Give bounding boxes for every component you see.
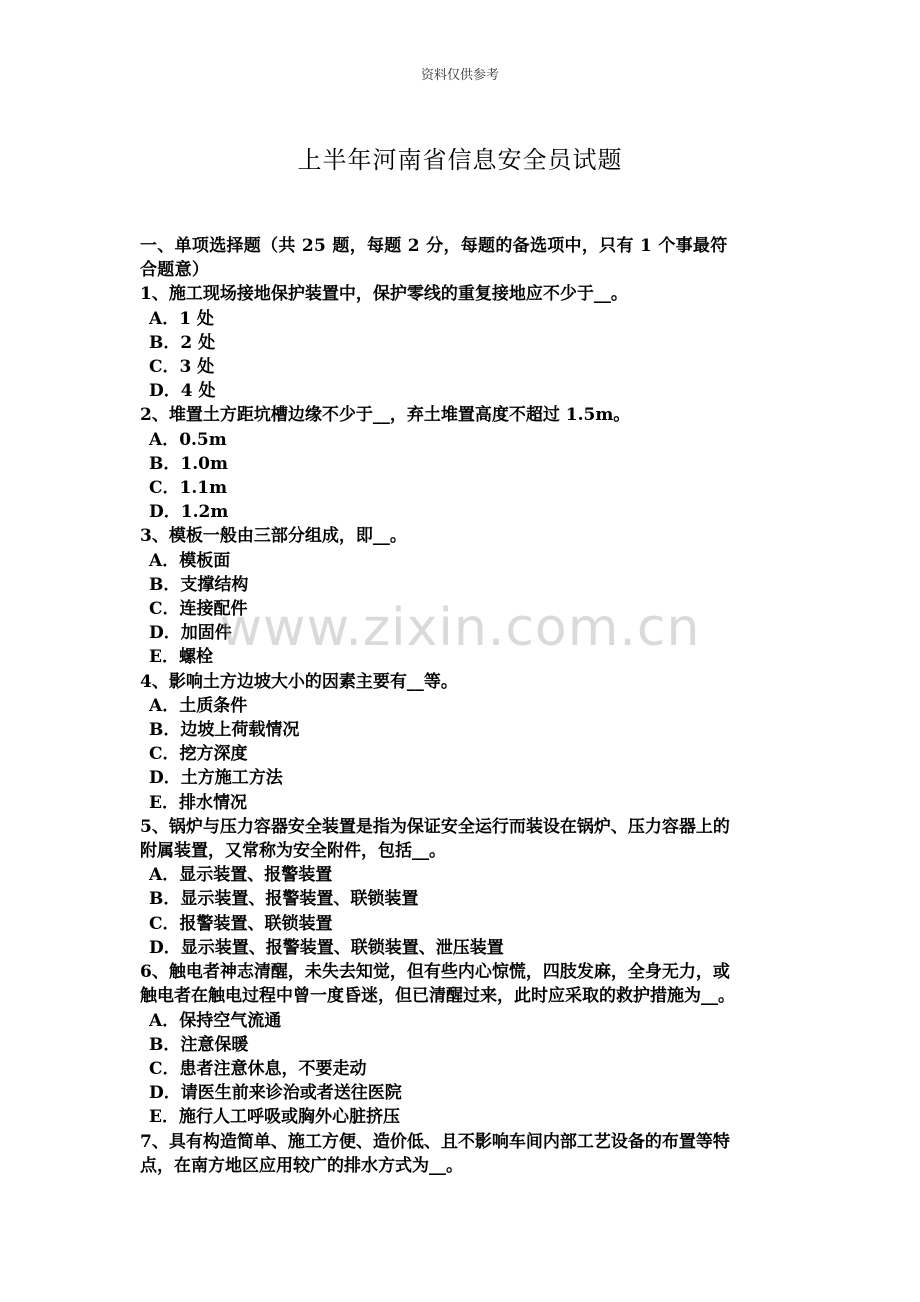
answer-option: D．显示装置、报警装置、联锁装置、泄压装置 (149, 937, 504, 958)
question-text: 5、锅炉与压力容器安全装置是指为保证安全运行而装设在锅炉、压力容器上的 (140, 816, 730, 837)
answer-option: D．1.2m (149, 502, 229, 523)
question-5 (140, 815, 790, 960)
question-7 (140, 1130, 790, 1178)
answer-option: C．患者注意休息，不要走动 (149, 1058, 367, 1079)
header-note: 资料仅供参考 (420, 68, 499, 83)
question-text: 附属装置，又常称为安全附件，包括__。 (140, 841, 446, 862)
answer-option: C．挖方深度 (149, 744, 248, 765)
answer-option: A．0.5m (149, 429, 227, 450)
watermark: www.zixin.com.cn (219, 598, 701, 658)
question-text: 触电者在触电过程中曾一度昏迷，但已清醒过来，此时应采取的救护措施为__。 (140, 986, 735, 1007)
answer-option: C．连接配件 (149, 599, 248, 620)
question-text: 1、施工现场接地保护装置中，保护零线的重复接地应不少于__。 (140, 284, 628, 305)
answer-option: A．显示装置、报警装置 (149, 865, 333, 886)
answer-option: C．3 处 (149, 357, 215, 378)
answer-option: D．请医生前来诊治或者送往医院 (149, 1083, 402, 1104)
question-text: 3、模板一般由三部分组成，即__。 (140, 526, 407, 547)
answer-option: B．支撑结构 (149, 574, 249, 595)
answer-option: E．螺栓 (149, 647, 213, 668)
answer-option: B．1.0m (149, 453, 228, 474)
question-text: 4、影响土方边坡大小的因素主要有__等。 (140, 671, 458, 692)
question-2 (140, 403, 790, 524)
question-text: 点，在南方地区应用较广的排水方式为__。 (140, 1155, 463, 1176)
question-1 (140, 282, 790, 403)
answer-option: D．土方施工方法 (149, 768, 283, 789)
question-text: 2、堆置土方距坑槽边缘不少于__，弃土堆置高度不超过 1.5m。 (140, 405, 631, 426)
answer-option: C．报警装置、联锁装置 (149, 913, 333, 934)
answer-option: D．4 处 (149, 381, 216, 402)
answer-option: B．2 处 (149, 332, 216, 353)
exam-content (140, 234, 790, 1178)
answer-option: A．土质条件 (149, 695, 248, 716)
answer-option: A．1 处 (149, 308, 214, 329)
question-list (140, 282, 790, 1178)
question-text: 7、具有构造简单、施工方便、造价低、且不影响车间内部工艺设备的布置等特 (140, 1131, 730, 1152)
answer-option: E．排水情况 (149, 792, 247, 813)
answer-option: B．边坡上荷载情况 (149, 720, 300, 741)
question-4 (140, 670, 790, 815)
question-3 (140, 524, 790, 669)
question-6 (140, 960, 790, 1129)
document-title: 上半年河南省信息安全员试题 (297, 146, 623, 174)
section-heading-continued: 合题意） (140, 260, 210, 281)
answer-option: A．保持空气流通 (149, 1010, 282, 1031)
answer-option: B．注意保暖 (149, 1034, 249, 1055)
answer-option: D．加固件 (149, 623, 232, 644)
answer-option: A．模板面 (149, 550, 231, 571)
answer-option: C．1.1m (149, 478, 228, 499)
answer-option: B．显示装置、报警装置、联锁装置 (149, 889, 419, 910)
question-text: 6、触电者神志清醒，未失去知觉，但有些内心惊慌，四肢发麻，全身无力，或 (140, 962, 730, 983)
answer-option: E．施行人工呼吸或胸外心脏挤压 (149, 1107, 400, 1128)
section-heading: 一、单项选择题（共 25 题，每题 2 分，每题的备选项中，只有 1 个事最符 (140, 236, 728, 256)
